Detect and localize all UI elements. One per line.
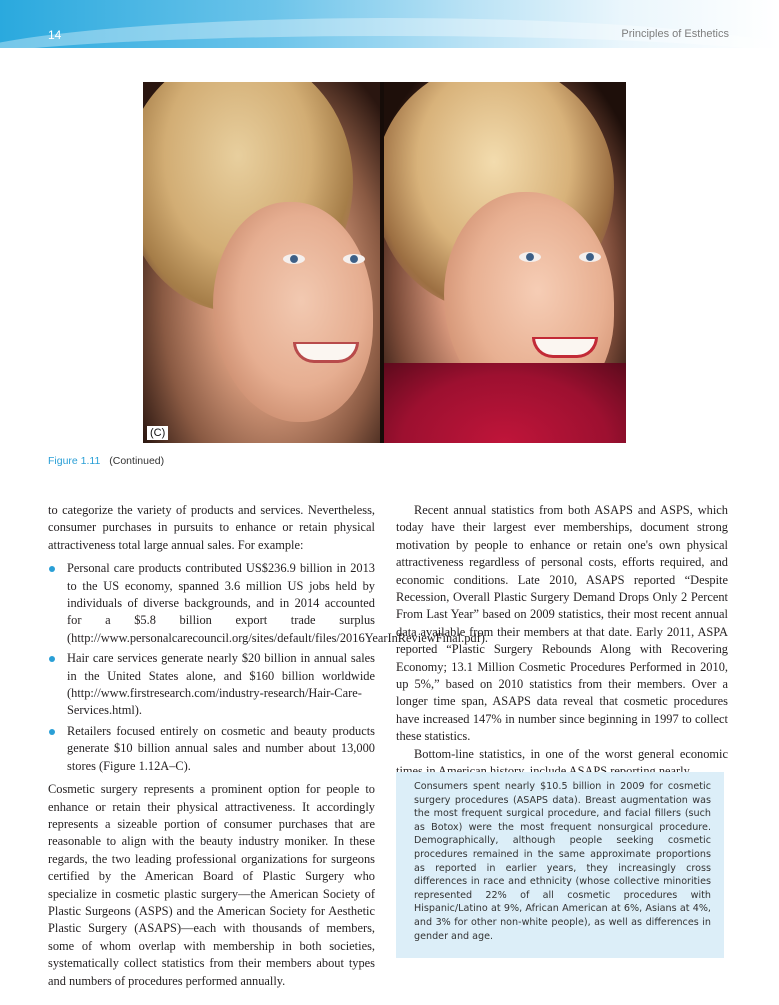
- eye-shape: [579, 252, 601, 262]
- bullet-item: [48, 650, 375, 720]
- figure-photo-pair: [143, 82, 626, 443]
- bullet-dot-icon: [49, 566, 55, 572]
- right-column: [396, 502, 728, 781]
- page-number: 14: [48, 28, 62, 42]
- running-title: Principles of Esthetics: [621, 28, 729, 40]
- bullet-text: Retailers focused entirely on cosmetic and beauty products generate $10 billion annual sales and number about 13,000 stores (Figure 1.12A–C).: [67, 723, 375, 773]
- red-sweater-shape: [384, 363, 626, 443]
- bullet-dot-icon: [49, 656, 55, 662]
- bullet-text: Personal care products contributed US$236.9 billion in 2013 to the US economy, spanned 3.6 million US jobs held by individuals of diverse backgrounds, and in 2014 accounted for a $5.8 billion export trade surplus (http://www.personalcarecouncil.org/sites/default/files/2016YearInReviewFinal.pdf).: [67, 561, 488, 645]
- photo-before: [143, 82, 380, 443]
- sidebar-box: [396, 772, 724, 958]
- face-shape: [213, 202, 373, 422]
- photo-after: [384, 82, 626, 443]
- bullet-item: [48, 560, 488, 647]
- eye-shape: [283, 254, 305, 264]
- figure-caption: [48, 455, 164, 467]
- figure-caption-number: Figure 1.11: [48, 455, 101, 467]
- figure-caption-text: (Continued): [109, 455, 165, 467]
- bullet-item: [48, 723, 375, 775]
- sidebar-text: Consumers spent nearly $10.5 billion in 2009 for cosmetic surgery procedures (ASAPS data). Breast augmentation was the most frequent surgical procedure, and facial fillers (such as Botox) were the most frequent nonsurgical procedure. Demographically, although people seeking cosmetic procedures remained in the same approximate proportions as reported in earlier years, they increasingly cross differences in race and ethnicity (whose collective minorities represented 22% of all cosmetic procedures with Hispanic/Latino at 9%, African American at 6%, Asians at 4%, and 3% for other non-white people), as well as differences in gender and age.: [414, 781, 711, 942]
- intro-paragraph: to categorize the variety of products and services. Nevertheless, consumer purchases in pursuits to enhance or retain physical attractiveness total large annual sales. For example:: [48, 503, 375, 552]
- bullet-dot-icon: [49, 729, 55, 735]
- closing-paragraph: Cosmetic surgery represents a prominent option for people to enhance or retain their physical attractiveness. It accordingly represents a sizeable portion of consumer purchases that are reasonable to align with the beauty industry moniker. In these regards, the two leading professional organizations for surgeons certified by the American Board of Plastic Surgery who specialize in cosmetic plastic surgery—the American Society of Plastic Surgeons (ASPS) and the American Society for Aesthetic Plastic Surgery (ASAPS)—each with thousands of members, some of whom overlap with membership in both societies, systematically collect statistics from their members about types and numbers of procedures performed annually.: [48, 782, 375, 988]
- bullet-list: [48, 560, 488, 775]
- eye-shape: [519, 252, 541, 262]
- left-column: [48, 502, 488, 990]
- header-band: [0, 0, 779, 48]
- eye-shape: [343, 254, 365, 264]
- bottom-line-paragraph: Bottom-line statistics, in one of the worst general economic: [414, 746, 728, 761]
- statistics-paragraph: Recent annual statistics from both ASAPS and ASPS, which today have their largest ever memberships, document strong motivation by people to enhance or retain one's own physical attractiveness regardless of personal costs, efforts required, and economic conditions. Late 2010, ASAPS reported “Despite Recession, Overall Plastic Surgery Demand Drops Only 2 Percent From Last Year” based on 2009 statistics, their most recent annual data available from their members at that date. Early 2011, ASPA reported “Plastic Surgery Rebounds Along with Recovering Economy; 13.1 Million Cosmetic Procedures Performed in 2010, up 5%,” based on 2010 statistics from their members. Over a longer time span, ASAPS data reveal that cosmetic procedures have increased 147% in number since beginning in 1997 to collect these statistics.: [396, 503, 728, 744]
- figure-panel-label: (C): [147, 426, 168, 440]
- bullet-text: Hair care services generate nearly $20 billion in annual sales in the United States alone, and $160 billion worldwide (http://www.firstresearch.com/industry-research/Hair-Care-Services.html).: [67, 651, 375, 718]
